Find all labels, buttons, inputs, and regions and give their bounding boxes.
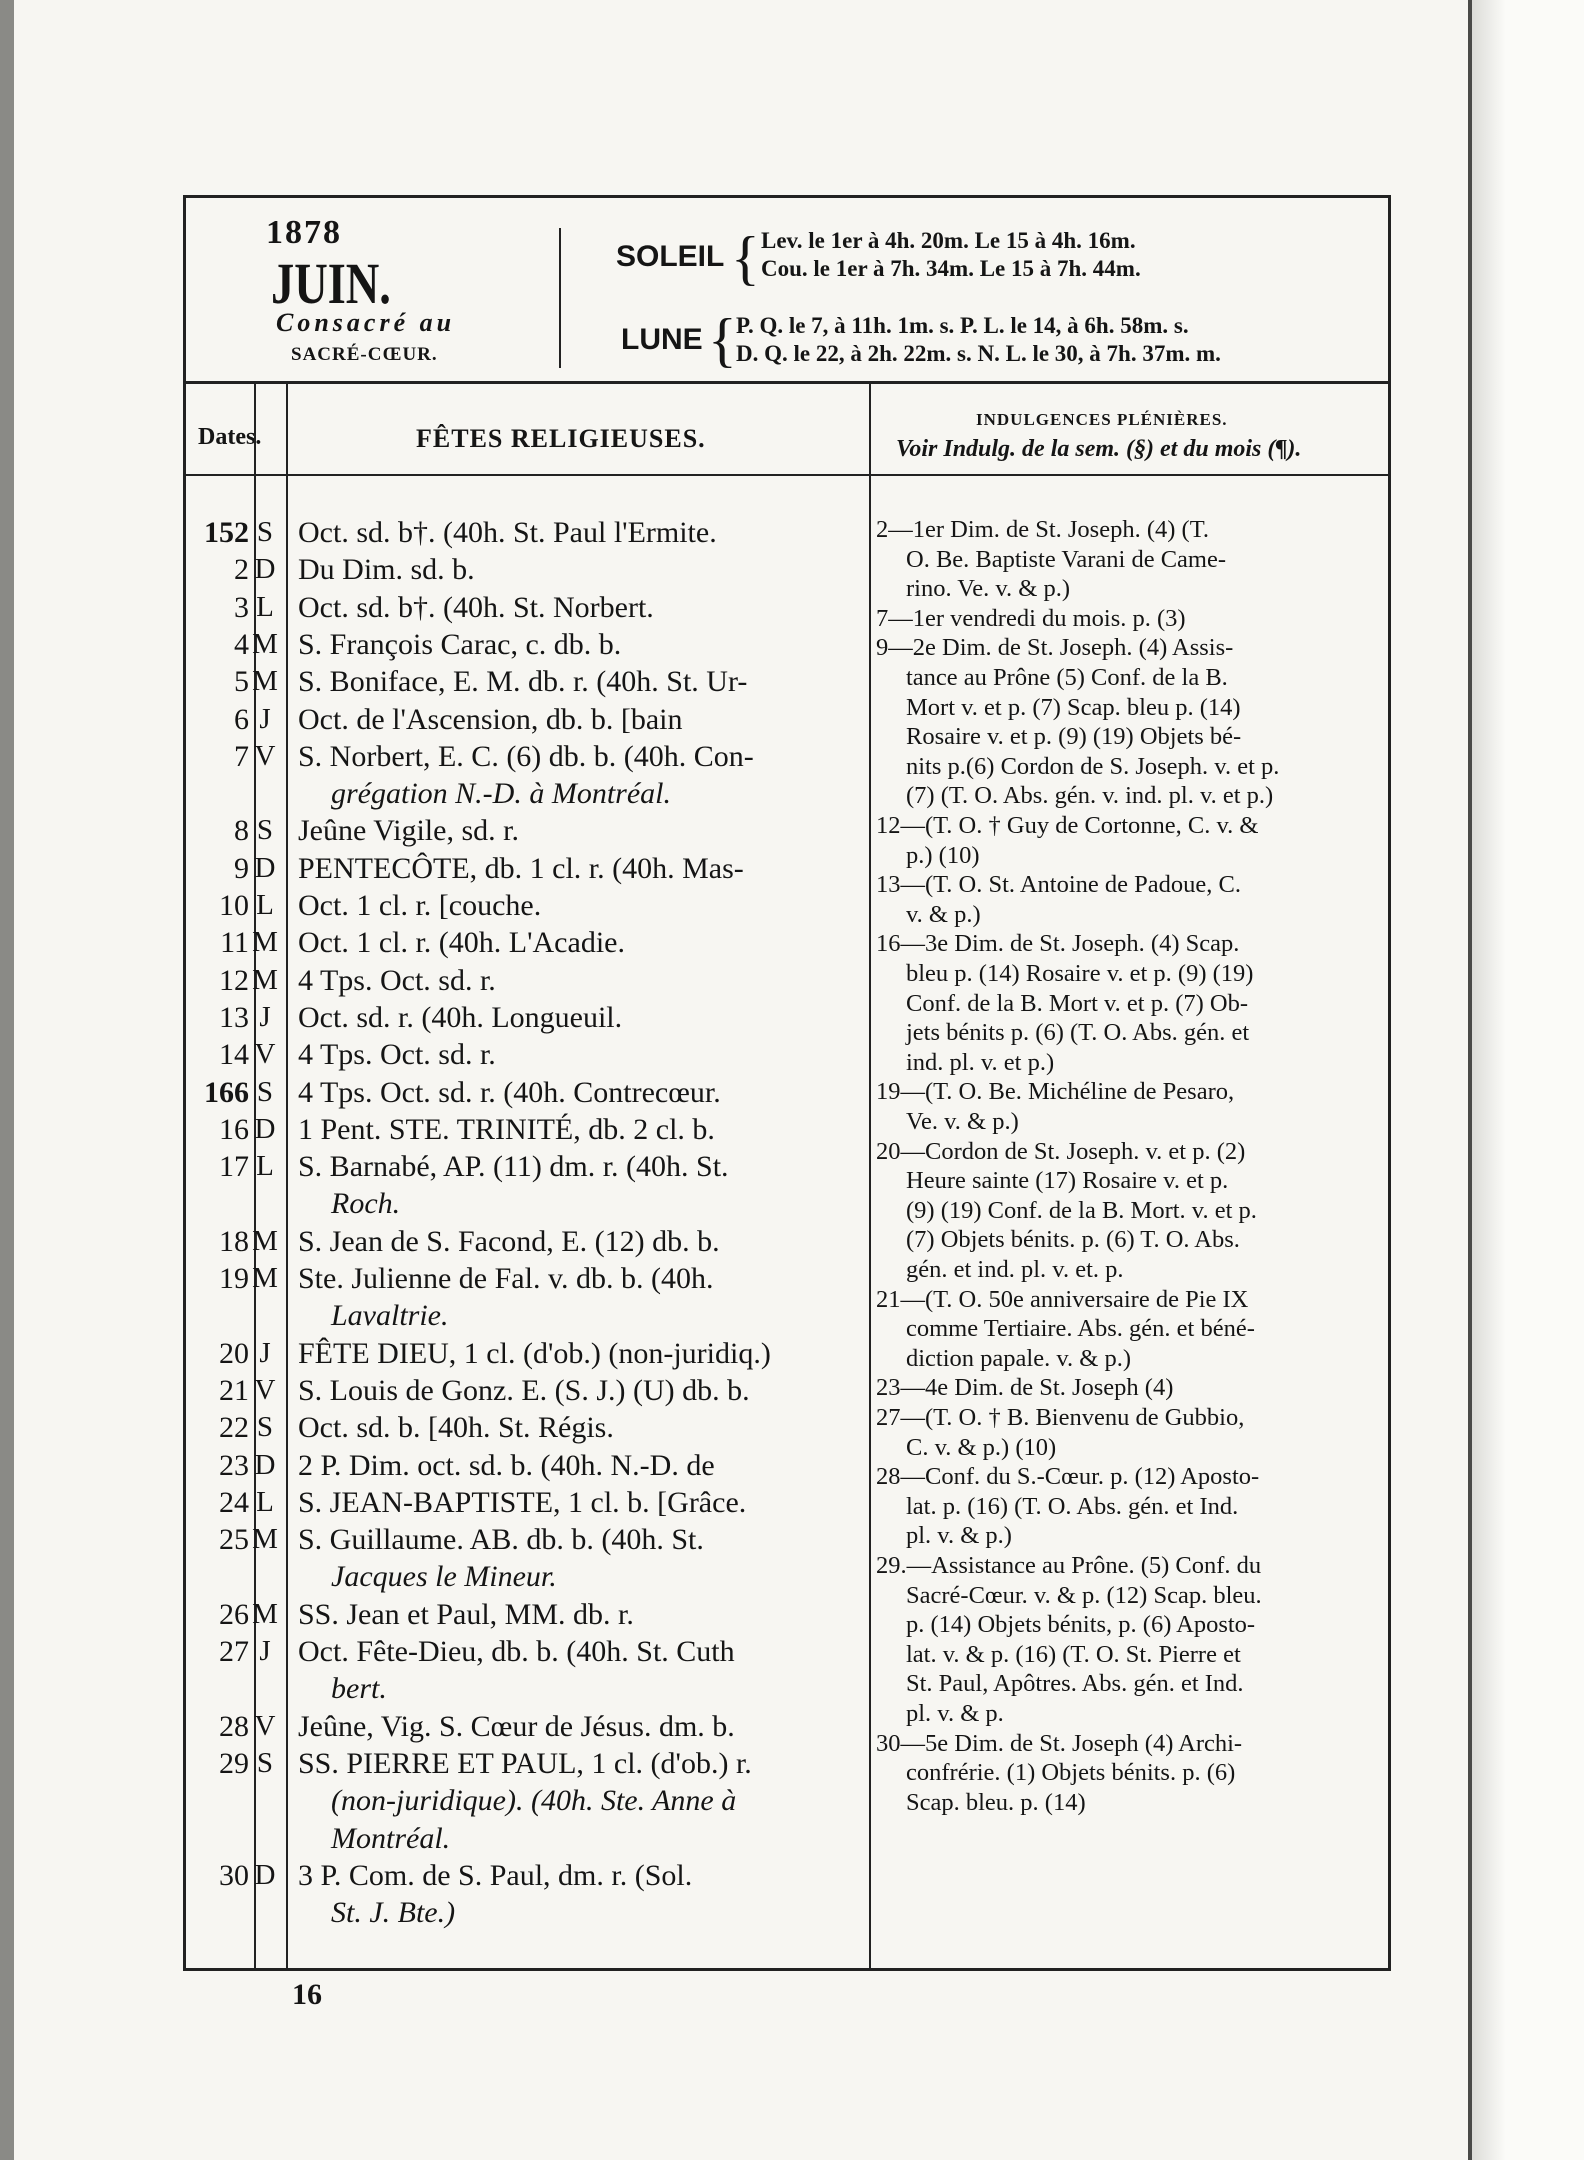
indulgence-line: Scap. bleu. p. (14) xyxy=(906,1788,1086,1816)
indulgence-line: lat. v. & p. (16) (T. O. St. Pierre et xyxy=(906,1640,1241,1668)
feast-text: Ste. Julienne de Fal. v. db. b. (40h. xyxy=(298,1262,714,1295)
feast-text: Oct. sd. b†. (40h. St. Norbert. xyxy=(298,590,654,624)
day-row xyxy=(186,889,866,923)
indulgence-line: comme Tertiaire. Abs. gén. et béné- xyxy=(906,1315,1255,1343)
day-letter: S xyxy=(256,1746,274,1779)
feast-text-continued: Jacques le Mineur. xyxy=(331,1560,557,1594)
day-number: 17 xyxy=(219,1150,249,1184)
indulgence-line: 2—1er Dim. de St. Joseph. (4) (T. xyxy=(876,516,1209,543)
day-letter: L xyxy=(256,1485,274,1518)
day-letter: D xyxy=(254,1858,276,1891)
day-row xyxy=(186,1262,866,1296)
col-indulgences: INDULGENCES PLÉNIÈRES. xyxy=(976,410,1228,429)
day-row-continuation xyxy=(186,1822,866,1856)
indulgence-line: bleu p. (14) Rosaire v. et p. (9) (19) xyxy=(906,960,1254,987)
day-letter: L xyxy=(256,590,274,623)
feast-text-continued: Montréal. xyxy=(331,1821,451,1855)
day-row xyxy=(186,1038,866,1072)
day-row xyxy=(186,852,866,886)
soleil-label: SOLEIL xyxy=(616,240,725,273)
day-number: 22 xyxy=(219,1411,249,1445)
day-letter: D xyxy=(254,1112,276,1145)
day-letter: V xyxy=(254,1709,276,1742)
header-divider xyxy=(559,228,561,368)
day-letter: L xyxy=(256,889,274,921)
day-row-continuation xyxy=(186,1672,866,1706)
day-letter: S xyxy=(256,1075,274,1108)
day-number: 9 xyxy=(234,851,249,885)
day-number: 30 xyxy=(219,1858,249,1892)
day-row xyxy=(186,1411,866,1445)
day-letter: M xyxy=(252,665,278,698)
day-letter: L xyxy=(256,1150,274,1183)
indulgence-line: (9) (19) Conf. de la B. Mort. v. et p. xyxy=(906,1196,1257,1224)
feast-text: S. Norbert, E. C. (6) db. b. (40h. Con- xyxy=(298,739,754,773)
day-row xyxy=(186,1486,866,1520)
day-letter: M xyxy=(252,1262,278,1294)
feast-text: Oct. 1 cl. r. [couche. xyxy=(298,889,542,922)
day-number: 5 xyxy=(234,665,249,699)
lune-line-1: P. Q. le 7, à 11h. 1m. s. P. L. le 14, à 6h. 58m. s. xyxy=(736,313,1189,338)
day-letter: J xyxy=(259,1635,271,1667)
day-row xyxy=(186,926,866,960)
day-row xyxy=(186,814,866,848)
feast-text: S. Guillaume. AB. db. b. (40h. St. xyxy=(298,1523,704,1557)
feast-text: S. Jean de S. Facond, E. (12) db. b. xyxy=(298,1224,720,1258)
col-dates: Dates. xyxy=(198,424,262,450)
day-number: 152 xyxy=(204,516,249,549)
feast-text: Oct. sd. r. (40h. Longueuil. xyxy=(298,1000,623,1034)
day-number: 28 xyxy=(219,1709,249,1743)
indulgence-line: jets bénits p. (6) (T. O. Abs. gén. et xyxy=(906,1019,1250,1047)
day-letter: S xyxy=(256,516,274,548)
day-letter: V xyxy=(254,739,276,772)
day-letter: M xyxy=(252,627,278,660)
day-row xyxy=(186,553,866,587)
day-number: 6 xyxy=(234,702,249,736)
day-row xyxy=(186,1449,866,1483)
day-row xyxy=(186,1859,866,1893)
feast-text-continued: Lavaltrie. xyxy=(331,1299,449,1333)
indulgence-line: gén. et ind. pl. v. et. p. xyxy=(906,1256,1124,1283)
day-row-continuation xyxy=(186,1896,866,1930)
day-letter: S xyxy=(256,814,274,847)
day-number: 29 xyxy=(219,1746,249,1780)
indulgence-line: p. (14) Objets bénits, p. (6) Aposto- xyxy=(906,1611,1256,1639)
lune-brace: { xyxy=(708,307,737,373)
feast-text: Oct. Fête-Dieu, db. b. (40h. St. Cuth xyxy=(298,1635,735,1668)
indulgence-line: (7) (T. O. Abs. gén. v. ind. pl. v. et p.) xyxy=(906,782,1274,810)
day-letter: M xyxy=(252,963,278,996)
feast-text: Jeûne Vigile, sd. r. xyxy=(298,814,519,848)
sacred-heart: SACRÉ-CŒUR. xyxy=(291,344,438,365)
feast-text: SS. PIERRE ET PAUL, 1 cl. (d'ob.) r. xyxy=(298,1746,752,1780)
feast-text: Du Dim. sd. b. xyxy=(298,553,475,587)
day-number: 18 xyxy=(219,1224,249,1258)
day-row-continuation xyxy=(186,1187,866,1221)
day-letter: M xyxy=(252,1523,278,1556)
day-number: 2 xyxy=(234,553,249,587)
day-letter: D xyxy=(254,553,276,586)
feast-text: S. Boniface, E. M. db. r. (40h. St. Ur- xyxy=(298,665,748,699)
feast-text: Oct. sd. b. [40h. St. Régis. xyxy=(298,1411,614,1445)
page-gutter xyxy=(1472,0,1584,2160)
indulgence-line: tance au Prône (5) Conf. de la B. xyxy=(906,664,1228,691)
day-number: 23 xyxy=(219,1448,249,1482)
feast-text: S. JEAN-BAPTISTE, 1 cl. b. [Grâce. xyxy=(298,1485,747,1519)
feast-text: S. Louis de Gonz. E. (S. J.) (U) db. b. xyxy=(298,1373,750,1407)
day-letter: M xyxy=(252,926,278,959)
indulgence-line: p.) (10) xyxy=(906,841,980,869)
day-number: 19 xyxy=(219,1262,249,1295)
day-row xyxy=(186,1225,866,1259)
feast-text: Oct. de l'Ascension, db. b. [bain xyxy=(298,702,683,736)
day-number: 13 xyxy=(219,1000,249,1034)
day-letter: V xyxy=(254,1373,276,1406)
soleil-brace: { xyxy=(731,225,760,291)
day-row xyxy=(186,1150,866,1184)
indulgence-line: 16—3e Dim. de St. Joseph. (4) Scap. xyxy=(876,930,1240,958)
indulgence-line: 13—(T. O. St. Antoine de Padoue, C. xyxy=(876,871,1241,899)
day-number: 8 xyxy=(234,814,249,848)
day-row xyxy=(186,1001,866,1035)
indulgence-line: 7—1er vendredi du mois. p. (3) xyxy=(876,604,1186,632)
indulgence-line: 20—Cordon de St. Joseph. v. et p. (2) xyxy=(876,1137,1246,1165)
soleil-line-2: Cou. le 1er à 7h. 34m. Le 15 à 7h. 44m. xyxy=(761,256,1141,281)
day-row xyxy=(186,1113,866,1147)
consecrated-to: Consacré au xyxy=(276,308,456,337)
month-title: JUIN. xyxy=(271,251,391,316)
indulgence-line: nits p.(6) Cordon de S. Joseph. v. et p. xyxy=(906,752,1280,780)
day-row xyxy=(186,1523,866,1557)
indulgence-line: 19—(T. O. Be. Michéline de Pesaro, xyxy=(876,1078,1235,1106)
day-row xyxy=(186,964,866,998)
day-row xyxy=(186,1747,866,1781)
indulgence-line: (7) Objets bénits. p. (6) T. O. Abs. xyxy=(906,1226,1240,1254)
day-row-continuation xyxy=(186,1560,866,1594)
day-row xyxy=(186,591,866,625)
day-row xyxy=(186,1076,866,1110)
day-row xyxy=(186,628,866,662)
feast-text-continued: bert. xyxy=(331,1672,387,1706)
day-letter: S xyxy=(256,1411,274,1444)
feast-text: FÊTE DIEU, 1 cl. (d'ob.) (non-juridiq.) xyxy=(298,1336,771,1370)
feast-text: SS. Jean et Paul, MM. db. r. xyxy=(298,1597,634,1631)
day-row-continuation xyxy=(186,1784,866,1818)
day-row xyxy=(186,1635,866,1669)
day-number: 27 xyxy=(219,1635,249,1668)
day-letter: J xyxy=(259,702,271,735)
feast-text: Oct. 1 cl. r. (40h. L'Acadie. xyxy=(298,926,625,960)
day-number: 7 xyxy=(234,739,249,773)
feast-text: Jeûne, Vig. S. Cœur de Jésus. dm. b. xyxy=(298,1709,735,1743)
day-number: 20 xyxy=(219,1336,249,1370)
feast-text: 1 Pent. STE. TRINITÉ, db. 2 cl. b. xyxy=(298,1112,715,1146)
day-letter: J xyxy=(259,1000,271,1033)
indulgence-line: 27—(T. O. † B. Bienvenu de Gubbio, xyxy=(876,1404,1245,1431)
feast-text: Oct. sd. b†. (40h. St. Paul l'Ermite. xyxy=(298,516,717,549)
indulgence-line: 21—(T. O. 50e anniversaire de Pie IX xyxy=(876,1285,1249,1313)
indulgence-line: ind. pl. v. et p.) xyxy=(906,1048,1055,1076)
feast-text: S. François Carac, c. db. b. xyxy=(298,627,622,661)
indulgence-line: 28—Conf. du S.-Cœur. p. (12) Aposto- xyxy=(876,1463,1260,1491)
day-row-continuation xyxy=(186,1299,866,1333)
feast-text: 4 Tps. Oct. sd. r. xyxy=(298,1038,496,1072)
day-number: 11 xyxy=(220,926,249,960)
day-letter: M xyxy=(252,1224,278,1257)
indulgence-line: lat. p. (16) (T. O. Abs. gén. et Ind. xyxy=(906,1492,1239,1520)
col-fetes: FÊTES RELIGIEUSES. xyxy=(416,424,706,453)
col-voir: Voir Indulg. de la sem. (§) et du mois (¶). xyxy=(896,436,1302,462)
lune-label: LUNE xyxy=(621,323,703,356)
day-row xyxy=(186,1337,866,1371)
page-number: 16 xyxy=(292,1978,322,2011)
indulgence-line: pl. v. & p. xyxy=(906,1700,1004,1727)
day-number: 4 xyxy=(234,627,249,661)
page-edge-left xyxy=(0,0,14,2160)
col-line-3 xyxy=(869,384,871,1968)
indulgence-line: pl. v. & p.) xyxy=(906,1522,1012,1550)
indulgence-line: Conf. de la B. Mort v. et p. (7) Ob- xyxy=(906,989,1249,1017)
day-row-continuation xyxy=(186,777,866,811)
day-number: 16 xyxy=(219,1112,249,1146)
feast-text: PENTECÔTE, db. 1 cl. r. (40h. Mas- xyxy=(298,851,744,885)
feast-text-continued: St. J. Bte.) xyxy=(331,1896,456,1930)
indulgence-line: O. Be. Baptiste Varani de Came- xyxy=(906,545,1227,573)
calendar-frame xyxy=(183,195,1391,1971)
day-row xyxy=(186,1374,866,1408)
day-letter: D xyxy=(254,1448,276,1481)
indulgence-line: Ve. v. & p.) xyxy=(906,1108,1019,1135)
year: 1878 xyxy=(266,214,342,251)
indulgence-line: Sacré-Cœur. v. & p. (12) Scap. bleu. xyxy=(906,1581,1262,1609)
lune-line-2: D. Q. le 22, à 2h. 22m. s. N. L. le 30, à 7h. 37m. m. xyxy=(736,341,1221,366)
day-number: 24 xyxy=(219,1485,249,1519)
indulgence-line: C. v. & p.) (10) xyxy=(906,1433,1057,1461)
indulgence-line: Mort v. et p. (7) Scap. bleu p. (14) xyxy=(906,693,1241,721)
day-row xyxy=(186,516,866,550)
soleil-line-1: Lev. le 1er à 4h. 20m. Le 15 à 4h. 16m. xyxy=(761,228,1136,253)
indulgence-line: 29.—Assistance au Prône. (5) Conf. du xyxy=(876,1552,1262,1579)
day-row xyxy=(186,665,866,699)
indulgence-line: Rosaire v. et p. (9) (19) Objets bé- xyxy=(906,723,1242,751)
feast-text: S. Barnabé, AP. (11) dm. r. (40h. St. xyxy=(298,1150,729,1184)
day-number: 21 xyxy=(219,1373,249,1407)
indulgence-line: 23—4e Dim. de St. Joseph (4) xyxy=(876,1374,1174,1402)
day-row xyxy=(186,703,866,737)
indulgence-line: St. Paul, Apôtres. Abs. gén. et Ind. xyxy=(906,1670,1244,1698)
indulgence-line: confrérie. (1) Objets bénits. p. (6) xyxy=(906,1759,1236,1787)
feast-text: 3 P. Com. de S. Paul, dm. r. (Sol. xyxy=(298,1858,693,1892)
day-number: 3 xyxy=(234,590,249,624)
day-number: 12 xyxy=(219,963,249,997)
day-number: 166 xyxy=(204,1075,249,1109)
day-letter: M xyxy=(252,1597,278,1630)
day-row xyxy=(186,1598,866,1632)
indulgence-line: rino. Ve. v. & p.) xyxy=(906,575,1070,603)
indulgence-line: 12—(T. O. † Guy de Cortonne, C. v. & xyxy=(876,812,1259,839)
day-number: 10 xyxy=(219,889,249,922)
day-number: 26 xyxy=(219,1597,249,1631)
indulgence-line: 9—2e Dim. de St. Joseph. (4) Assis- xyxy=(876,634,1234,662)
feast-text: 2 P. Dim. oct. sd. b. (40h. N.-D. de xyxy=(298,1448,715,1482)
day-row xyxy=(186,740,866,774)
feast-text-continued: (non-juridique). (40h. Ste. Anne à xyxy=(331,1784,737,1818)
indulgence-line: Heure sainte (17) Rosaire v. et p. xyxy=(906,1167,1229,1195)
indulgence-line: diction papale. v. & p.) xyxy=(906,1344,1131,1372)
day-number: 25 xyxy=(219,1523,249,1557)
day-letter: J xyxy=(259,1336,271,1369)
feast-text-continued: grégation N.-D. à Montréal. xyxy=(331,777,671,811)
indulgence-line: v. & p.) xyxy=(906,900,981,928)
day-letter: D xyxy=(254,851,276,884)
feast-text: 4 Tps. Oct. sd. r. xyxy=(298,963,496,997)
indulgence-line: 30—5e Dim. de St. Joseph (4) Archi- xyxy=(876,1729,1243,1757)
feast-text-continued: Roch. xyxy=(331,1187,401,1221)
day-letter: V xyxy=(254,1038,276,1071)
day-number: 14 xyxy=(219,1038,249,1072)
day-row xyxy=(186,1710,866,1744)
feast-text: 4 Tps. Oct. sd. r. (40h. Contrecœur. xyxy=(298,1075,721,1109)
